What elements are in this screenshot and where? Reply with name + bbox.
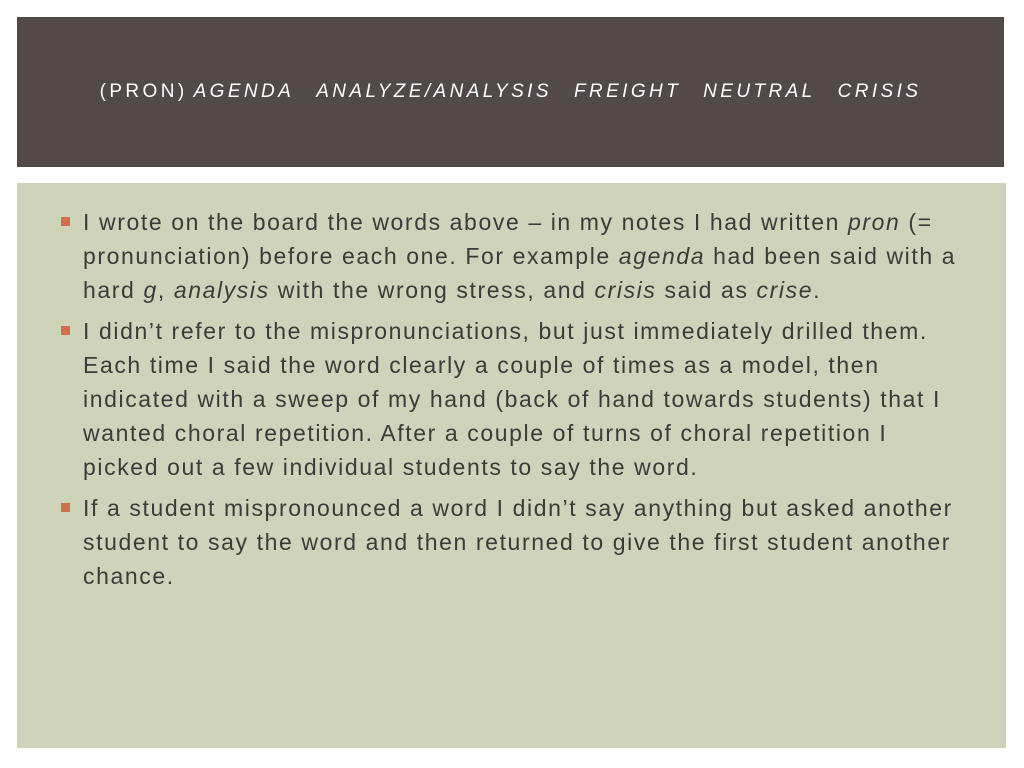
slide-title [100, 81, 922, 103]
bullet-item-peer-correction [61, 491, 966, 593]
content-panel [17, 183, 1006, 748]
bullet-text: I didn’t refer to the mispronunciations, but just immediately drilled them. Each time I said the word clearly a couple of times as a model, then indicated with a sweep of my hand (back of hand towards students) that I wanted choral repetition. After a couple of turns of choral repetition I picked out a few individual students to say the word. [83, 318, 942, 480]
bullet-text: If a student mispronounced a word I didn’t say anything but asked another student to say the word and then returned to give the first student another chance. [83, 495, 953, 589]
bullet-marker-icon [61, 503, 70, 512]
bullet-text: I wrote on the board the words above – in my notes I had written pron (= pronunciation) before each one. For example agenda had been said with a hard g, analysis with the wrong stress, and crisis said as crise. [83, 209, 957, 303]
title-word-crisis: CRISIS [837, 81, 922, 102]
bullet-item-board-words [61, 205, 966, 307]
title-word-analyze-analysis: ANALYZE/ANALYSIS [316, 81, 552, 102]
bullet-marker-icon [61, 217, 70, 226]
bullet-list [61, 205, 966, 593]
bullet-item-drilling [61, 314, 966, 484]
title-word-agenda: AGENDA [193, 81, 295, 102]
title-prefix: (PRON) [99, 81, 188, 102]
title-word-neutral: NEUTRAL [703, 81, 816, 102]
bullet-marker-icon [61, 326, 70, 335]
title-word-freight: FREIGHT [573, 81, 682, 102]
title-bar [17, 17, 1004, 167]
